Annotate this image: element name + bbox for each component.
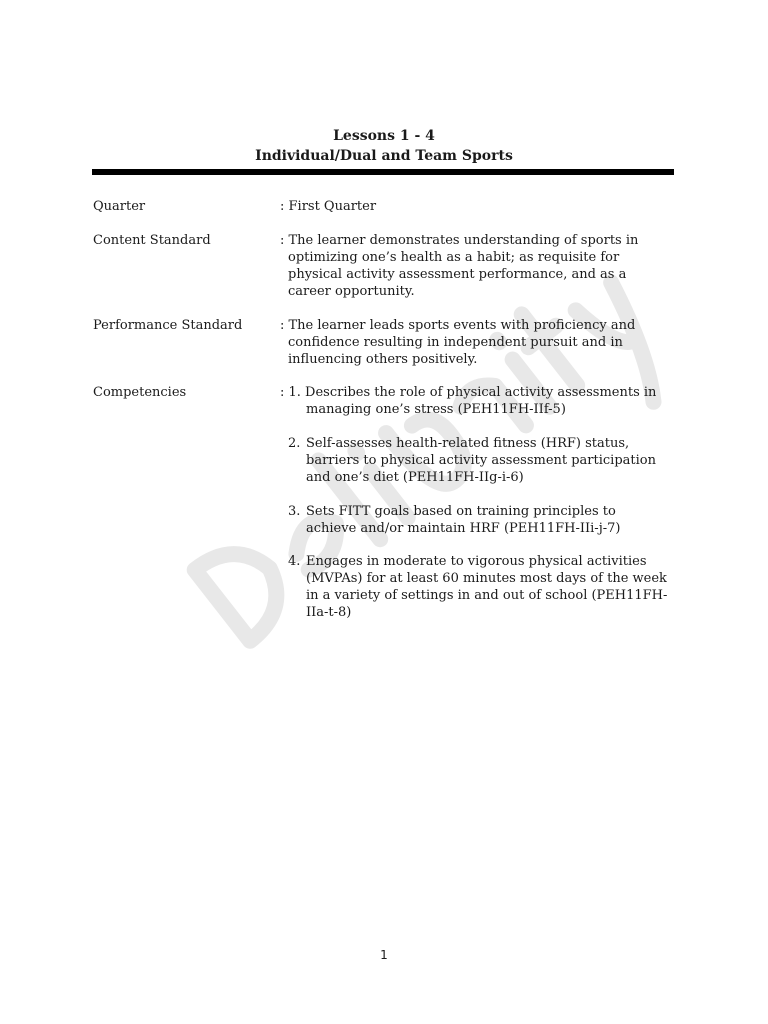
competency-4-number: 4. <box>288 554 301 569</box>
content-standard-value <box>280 232 670 300</box>
competency-1-rest: managing one’s stress (PEH11FH-IIf-5) <box>306 402 566 417</box>
quarter-text: : First Quarter <box>280 199 377 214</box>
competency-4-text: Engages in moderate to vigorous physical activities (MVPAs) for at least 60 minutes most days of the week in a variety of settings in and out of school (PEH11FH-IIa-t-8) <box>306 554 668 620</box>
content-standard-first-line: : The learner demonstrates understanding of sports in <box>280 233 639 248</box>
quarter-value <box>280 198 670 215</box>
quarter-label: Quarter <box>93 199 146 214</box>
performance-standard-rest: confidence resulting in independent pursuit and in influencing others positively. <box>288 335 623 367</box>
lessons-title: Lessons 1 - 4 <box>333 128 435 144</box>
competency-1-first-line: : 1. Describes the role of physical activity assessments in <box>280 385 657 400</box>
sports-title: Individual/Dual and Team Sports <box>255 148 513 164</box>
competencies-label: Competencies <box>93 385 187 400</box>
content-standard-rest: optimizing one’s health as a habit; as requisite for physical activity assessment performance, and as a career opportunity. <box>288 250 627 299</box>
competency-3-text: Sets FITT goals based on training principles to achieve and/or maintain HRF (PEH11FH-IIi-j-7) <box>306 504 621 536</box>
performance-standard-first-line: : The learner leads sports events with proficiency and <box>280 318 636 333</box>
performance-standard-label: Performance Standard <box>93 318 243 333</box>
performance-standard-value <box>280 317 670 368</box>
page-number: 1 <box>380 948 388 962</box>
document-header <box>0 126 768 166</box>
header-rule <box>92 169 674 175</box>
competency-2-text: Self-assesses health-related fitness (HRF) status, barriers to physical activity assessment participation and one’s diet (PEH11FH-IIg-i-6) <box>306 436 656 485</box>
competency-2-number: 2. <box>288 436 301 451</box>
competency-3-number: 3. <box>288 504 301 519</box>
content-standard-label: Content Standard <box>93 233 211 248</box>
